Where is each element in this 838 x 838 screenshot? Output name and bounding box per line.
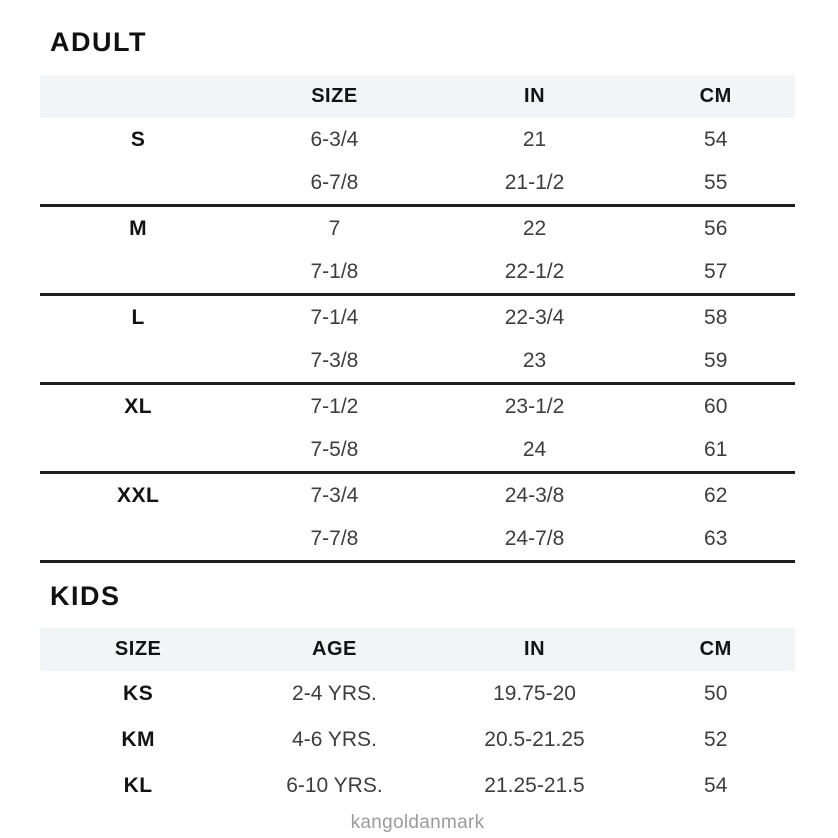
table-row [40,763,795,809]
cm-value: 55 [636,161,795,206]
table-row [40,295,795,340]
inches-value: 21-1/2 [433,161,637,206]
adult-header-cm: CM [636,75,795,118]
kids-section-title: KIDS [50,581,121,611]
hat-size-value: 7-1/8 [236,250,432,295]
table-row [40,118,795,161]
inches-value: 19.75-20 [493,682,576,705]
inches-value: 21.25-21.5 [484,774,585,797]
adult-header-row [40,75,795,118]
cm-value: 61 [636,428,795,473]
cm-value: 54 [704,127,728,151]
cm-value: 58 [704,305,728,329]
kids-header-in: IN [433,628,637,671]
cm-value: 56 [704,216,728,240]
size-label [40,161,236,206]
table-row [40,206,795,251]
hat-size-value: 7-7/8 [236,517,432,562]
hat-size-value: 7-1/2 [310,394,359,418]
table-row [40,671,795,717]
size-label: S [130,127,146,151]
size-label [40,339,236,384]
table-row [40,161,795,206]
adult-header-in: IN [433,75,637,118]
cm-value: 62 [704,483,728,507]
size-label: M [129,216,148,240]
size-label: KL [123,774,153,797]
age-value: 2-4 YRS. [292,682,377,705]
inches-value: 22-1/2 [433,250,637,295]
inches-value: 21 [522,127,547,151]
cm-value: 50 [704,682,728,705]
kids-header-age: AGE [236,628,432,671]
inches-value: 24-3/8 [504,483,565,507]
cm-value: 59 [636,339,795,384]
hat-size-value: 7-5/8 [236,428,432,473]
hat-size-value: 7-3/8 [236,339,432,384]
adult-section-title: ADULT [50,27,147,57]
hat-size-value: 7-3/4 [310,483,359,507]
adult-size-table [40,75,795,563]
cm-value: 52 [704,728,728,751]
inches-value: 24 [433,428,637,473]
cm-value: 60 [704,394,728,418]
cm-value: 57 [636,250,795,295]
cm-value: 54 [704,774,728,797]
table-row [40,717,795,763]
hat-size-value: 6-7/8 [236,161,432,206]
size-label: XL [124,394,153,418]
inches-value: 23-1/2 [504,394,565,418]
kids-header-cm: CM [636,628,795,671]
inches-value: 23 [433,339,637,384]
table-row [40,517,795,562]
hat-size-value: 6-3/4 [310,127,359,151]
cm-value: 63 [636,517,795,562]
inches-value: 24-7/8 [433,517,637,562]
size-label: KM [121,728,155,751]
table-row [40,250,795,295]
hat-size-value: 7 [328,216,341,240]
size-label [40,517,236,562]
table-row [40,384,795,429]
table-row [40,473,795,518]
size-label: XXL [116,483,160,507]
inches-value: 22 [522,216,547,240]
kids-size-table [40,628,795,809]
age-value: 6-10 YRS. [286,774,383,797]
adult-header-size: SIZE [236,75,432,118]
site-watermark: kangoldanmark [350,812,485,833]
age-value: 4-6 YRS. [292,728,377,751]
inches-value: 20.5-21.25 [484,728,585,751]
hat-size-value: 7-1/4 [310,305,359,329]
table-row [40,339,795,384]
inches-value: 22-3/4 [504,305,565,329]
size-label [40,250,236,295]
size-label [40,428,236,473]
table-row [40,428,795,473]
size-label: KS [123,682,154,705]
kids-header-size: SIZE [40,628,236,671]
kids-header-row [40,628,795,671]
adult-header-blank [40,75,236,118]
size-label: L [131,305,145,329]
